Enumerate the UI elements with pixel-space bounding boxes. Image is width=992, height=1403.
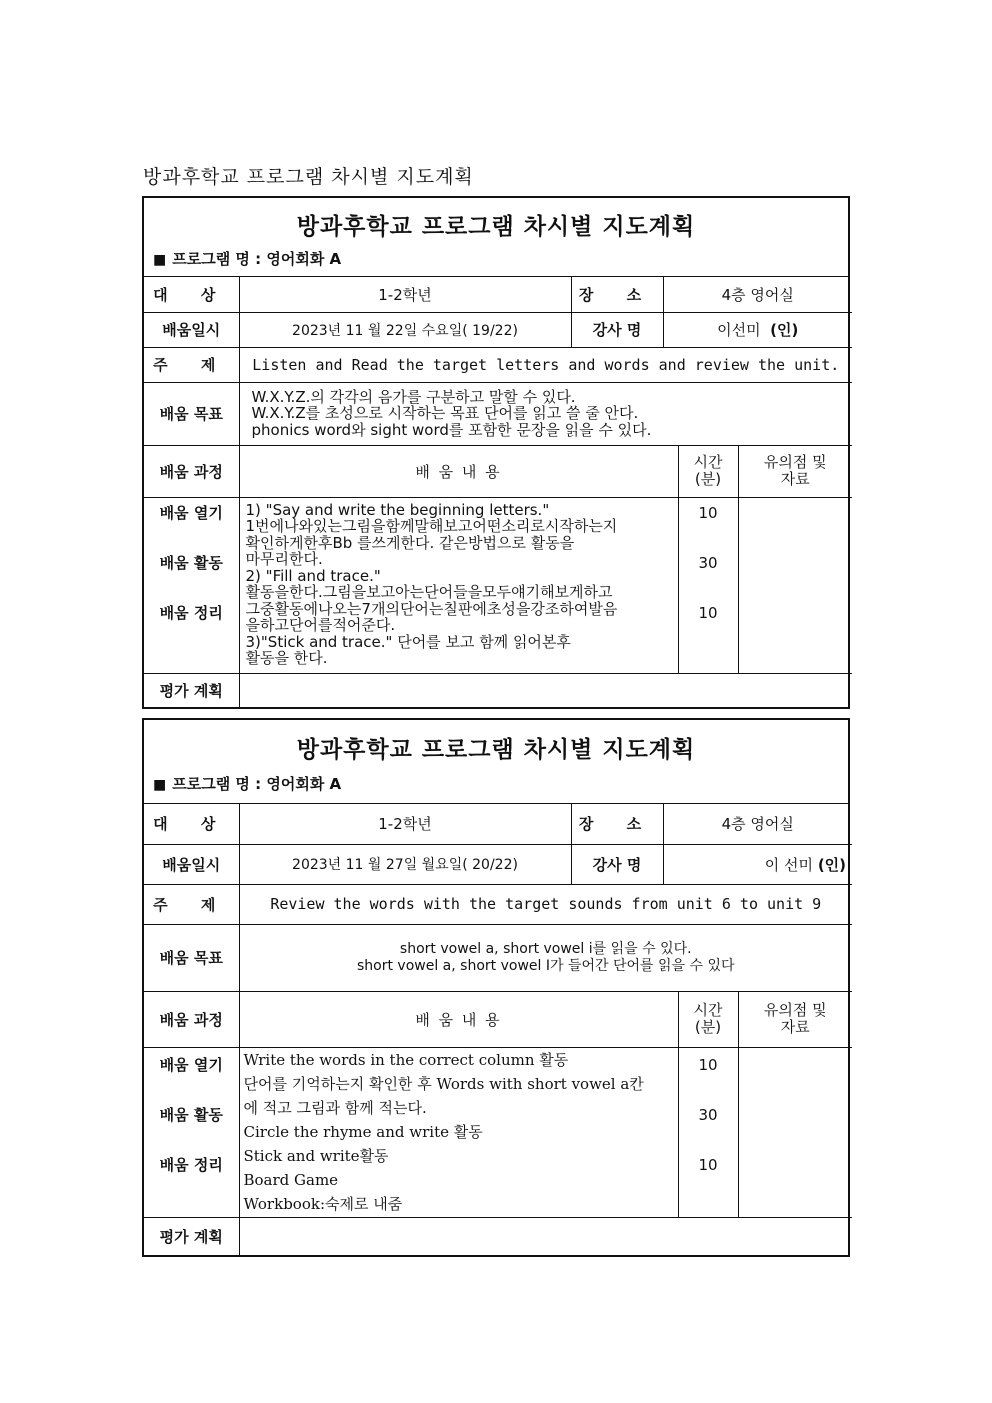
topic-value: Review the words with the target sounds from unit 6 to unit 9	[239, 884, 852, 924]
notes-header: 유의점 및 자료	[738, 445, 852, 497]
target-value: 1-2학년	[239, 277, 571, 312]
content-line: Write the words in the correct column 활동	[243, 1050, 569, 1069]
square-bullet-icon: ■	[153, 777, 167, 793]
date-row	[144, 844, 852, 884]
stage-activity: 배움 활동	[159, 1105, 223, 1124]
target-label: 대 상	[144, 804, 239, 844]
time-value: 10	[698, 503, 718, 522]
stage-close: 배움 정리	[159, 1155, 223, 1174]
content-line: Board Game	[243, 1170, 339, 1189]
topic-row	[144, 347, 852, 382]
program-name-line: ■ 프로그램 명 : 영어회화 A	[153, 775, 342, 793]
plan-table	[144, 804, 852, 1255]
time-column	[678, 1047, 738, 1217]
process-label: 배움 과정	[144, 991, 239, 1047]
time-header: 시간 (분)	[678, 991, 738, 1047]
content-line: 확인하게한후Bb 를쓰게한다. 같은방법으로 활동을	[245, 533, 575, 552]
place-value: 4층 영어실	[663, 277, 852, 312]
date-row	[144, 312, 852, 347]
topic-label: 주 제	[144, 347, 239, 382]
topic-row	[144, 884, 852, 924]
eval-row	[144, 673, 852, 707]
process-label: 배움 과정	[144, 445, 239, 497]
content-line: 그중활동에나오는7개의단어는칠판에초성을강조하여발음	[245, 599, 618, 618]
content-line: 1번에나와있는그림을함께말해보고어떤소리로시작하는지	[245, 517, 618, 535]
goal-row	[144, 382, 852, 445]
notes-header: 유의점 및 자료	[738, 991, 852, 1047]
time-column	[678, 497, 738, 673]
goal-list	[239, 382, 852, 445]
time-value: 10	[698, 1155, 718, 1174]
date-value: 2023년 11 월 27일 월요일( 20/22)	[239, 844, 571, 884]
time-value: 30	[698, 1105, 718, 1124]
content-lines	[239, 497, 678, 673]
goal-item: W.X.Y.Z.의 각각의 음가를 구분하고 말할 수 있다.	[251, 387, 576, 406]
content-line: Workbook:숙제로 내줌	[243, 1194, 403, 1213]
teacher-label: 강사 명	[571, 312, 663, 347]
eval-value	[239, 673, 852, 707]
date-label: 배움일시	[144, 844, 239, 884]
notes-cell	[738, 497, 852, 673]
content-line: 마무리한다.	[245, 550, 323, 568]
teacher-value: 이 선미 (인)	[663, 844, 852, 884]
eval-label: 평가 계획	[144, 673, 239, 707]
square-bullet-icon: ■	[153, 252, 167, 268]
goal-list	[239, 924, 852, 991]
content-lines	[239, 1047, 678, 1217]
goal-label: 배움 목표	[144, 924, 239, 991]
plan-header	[144, 198, 848, 277]
lesson-plan-1	[142, 196, 850, 709]
plan-title: 방과후학교 프로그램 차시별 지도계획	[296, 214, 696, 240]
plan-table	[144, 277, 852, 707]
content-line: 에 적고 그림과 함께 적는다.	[243, 1098, 427, 1117]
date-value: 2023년 11 월 22일 수요일( 19/22)	[239, 312, 571, 347]
eval-value	[239, 1217, 852, 1255]
stage-column	[144, 1047, 239, 1217]
goal-item: short vowel a, short vowel i를 읽을 수 있다.	[399, 940, 692, 957]
place-label: 장 소	[571, 804, 663, 844]
process-body-row	[144, 497, 852, 673]
plan-title: 방과후학교 프로그램 차시별 지도계획	[296, 737, 696, 763]
time-value: 10	[698, 1055, 718, 1074]
plan-header	[144, 720, 848, 804]
process-header-row	[144, 445, 852, 497]
content-line: 을하고단어를적어준다.	[245, 616, 396, 634]
process-header-row	[144, 991, 852, 1047]
lesson-plan-2	[142, 718, 850, 1257]
process-body-row	[144, 1047, 852, 1217]
stage-close: 배움 정리	[159, 603, 223, 622]
target-value: 1-2학년	[239, 804, 571, 844]
notes-cell	[738, 1047, 852, 1217]
eval-label: 평가 계획	[144, 1217, 239, 1255]
goal-item: W.X.Y.Z를 초성으로 시작하는 목표 단어를 읽고 쓸 줄 안다.	[251, 404, 639, 422]
content-line: 3)"Stick and trace." 단어를 보고 함께 읽어본후	[245, 632, 571, 651]
place-value: 4층 영어실	[663, 804, 852, 844]
target-row	[144, 277, 852, 312]
content-header: 배 움 내 용	[239, 445, 678, 497]
content-line: 활동을 한다.	[245, 649, 328, 667]
time-value: 30	[698, 553, 718, 572]
target-label: 대 상	[144, 277, 239, 312]
teacher-label: 강사 명	[571, 844, 663, 884]
content-line: 단어를 기억하는지 확인한 후 Words with short vowel a칸	[243, 1074, 644, 1093]
target-row	[144, 804, 852, 844]
topic-label: 주 제	[144, 884, 239, 924]
place-label: 장 소	[571, 277, 663, 312]
seal-mark: (인)	[770, 321, 799, 339]
goal-item: short vowel a, short vowel I가 들어간 단어를 읽을 수 있다	[357, 957, 735, 974]
stage-activity: 배움 활동	[159, 553, 223, 572]
content-line: 2) "Fill and trace."	[245, 566, 381, 585]
goal-item: phonics word와 sight word를 포함한 문장을 읽을 수 있다.	[251, 420, 652, 439]
topic-value: Listen and Read the target letters and words and review the unit.	[239, 347, 852, 382]
stage-open: 배움 열기	[159, 503, 223, 522]
program-name-line: ■ 프로그램 명 : 영어회화 A	[153, 250, 342, 268]
time-value: 10	[698, 603, 718, 622]
content-line: 1) "Say and write the beginning letters."	[245, 500, 550, 519]
date-label: 배움일시	[144, 312, 239, 347]
time-header: 시간 (분)	[678, 445, 738, 497]
content-header: 배 움 내 용	[239, 991, 678, 1047]
teacher-value: 이선미 (인)	[663, 312, 852, 347]
seal-mark: (인)	[817, 855, 847, 874]
goal-label: 배움 목표	[144, 382, 239, 445]
content-line: 활동을한다.그림을보고아는단어들을모두얘기해보게하고	[245, 583, 613, 601]
eval-row	[144, 1217, 852, 1255]
stage-open: 배움 열기	[159, 1055, 223, 1074]
goal-row	[144, 924, 852, 991]
content-line: Circle the rhyme and write 활동	[243, 1122, 483, 1141]
stage-column	[144, 497, 239, 673]
content-line: Stick and write활동	[243, 1146, 389, 1165]
document-title: 방과후학교 프로그램 차시별 지도계획	[143, 166, 474, 188]
